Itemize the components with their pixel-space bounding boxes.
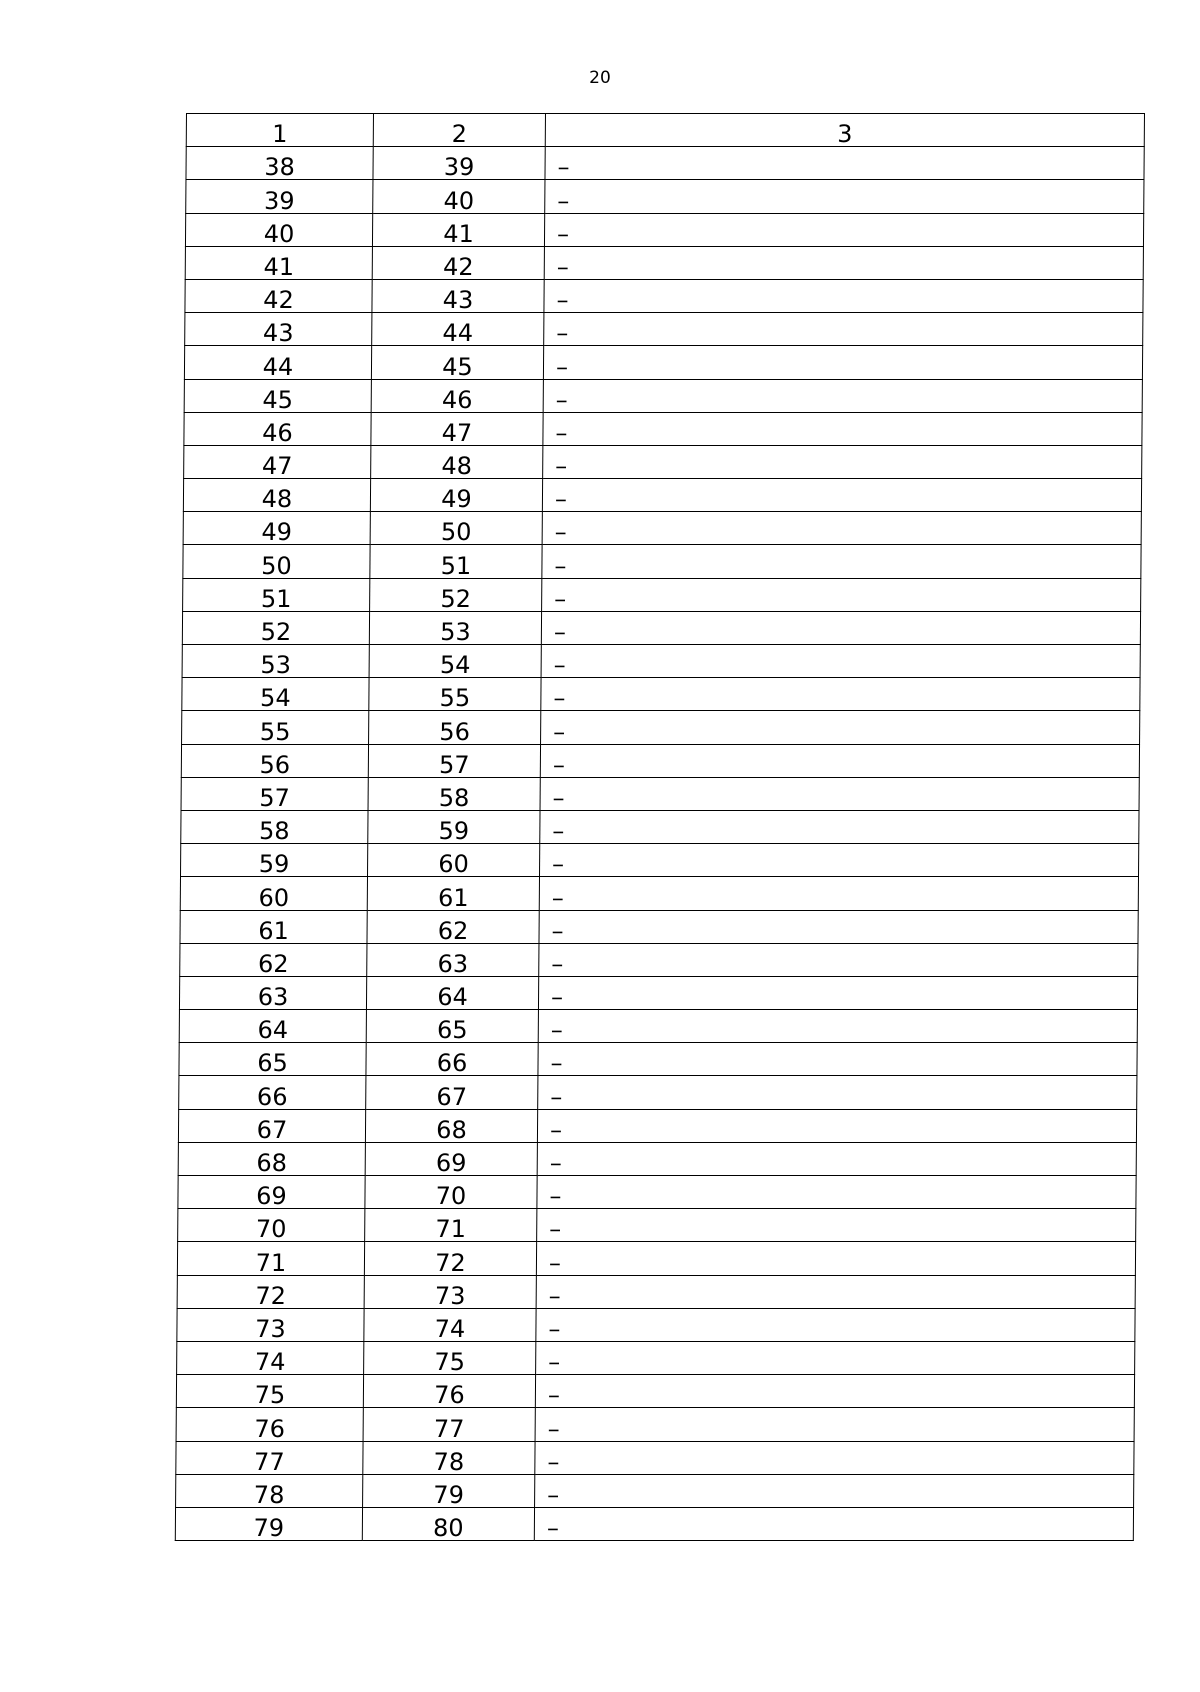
table-cell-col-1: 61 [180,910,367,943]
table-row [180,910,1138,943]
table-cell-col-1: 51 [183,578,370,611]
table-row [184,379,1142,412]
table-row [182,711,1140,744]
table-cell-col-1: 77 [176,1441,363,1474]
table-cell-col-1: 53 [182,645,369,678]
table-row [182,645,1140,678]
table-cell-col-1: 38 [186,147,373,180]
table-cell-col-1: 44 [184,346,371,379]
table-cell-col-3: – [541,711,1140,744]
table-cell-col-2: 71 [365,1209,537,1242]
table-cell-col-3: – [538,1043,1137,1076]
table-cell-col-2: 65 [366,1010,538,1043]
table-cell-col-2: 76 [363,1375,535,1408]
table-cell-col-3: – [543,379,1142,412]
table-cell-col-2: 54 [369,645,541,678]
table-row [181,777,1139,810]
table-cell-col-1: 46 [184,412,371,445]
table-row [176,1408,1134,1441]
table-row [184,412,1142,445]
table-cell-col-3: – [537,1109,1136,1142]
table-cell-col-3: – [543,445,1142,478]
table-cell-col-1: 75 [176,1375,363,1408]
table-cell-col-2: 39 [373,147,545,180]
table-cell-col-3: – [534,1507,1133,1540]
table-row [186,147,1144,180]
table-cell-col-1: 74 [177,1341,364,1374]
table-row [180,943,1138,976]
table-cell-col-3: – [544,279,1143,312]
table-cell-col-1: 48 [183,479,370,512]
table-cell-col-3: – [544,213,1143,246]
table-cell-col-3: – [535,1375,1134,1408]
table-row [179,976,1137,1009]
table-cell-col-3: – [538,1010,1137,1043]
table-cell-col-2: 74 [364,1308,536,1341]
table-row [180,877,1138,910]
table-cell-col-2: 47 [371,412,543,445]
table-cell-col-1: 40 [185,213,372,246]
table-cell-col-2: 51 [370,545,542,578]
table-cell-col-1: 68 [178,1142,365,1175]
table-cell-col-1: 71 [177,1242,364,1275]
table-cell-col-3: – [537,1209,1136,1242]
table-cell-col-2: 48 [371,445,543,478]
table-cell-col-3: – [536,1308,1135,1341]
table-cell-col-3: – [535,1408,1134,1441]
table-row [185,313,1143,346]
table-cell-col-2: 63 [367,943,539,976]
table-cell-col-2: 40 [373,180,545,213]
table-cell-col-3: – [540,777,1139,810]
table-cell-col-2: 66 [366,1043,538,1076]
table-row [181,810,1139,843]
table-cell-col-1: 67 [178,1109,365,1142]
table-cell-col-3: – [542,545,1141,578]
table-row [175,1507,1133,1540]
table-cell-col-2: 64 [366,976,538,1009]
table-cell-col-2: 41 [372,213,544,246]
table-row [178,1109,1136,1142]
table-cell-col-3: – [539,943,1138,976]
table-header-row [186,114,1144,147]
table-cell-col-2: 68 [365,1109,537,1142]
table-cell-col-1: 52 [182,611,369,644]
table-cell-col-3: – [536,1275,1135,1308]
table-cell-col-2: 50 [370,512,542,545]
table-cell-col-2: 78 [363,1441,535,1474]
table-cell-col-2: 80 [362,1507,534,1540]
table-cell-col-3: – [536,1341,1135,1374]
table-cell-col-2: 75 [364,1341,536,1374]
table-cell-col-2: 62 [367,910,539,943]
table-cell-col-2: 45 [371,346,543,379]
table-row [179,1010,1137,1043]
table-cell-col-2: 60 [368,844,540,877]
table-cell-col-1: 62 [180,943,367,976]
table-cell-col-2: 46 [371,379,543,412]
table-cell-col-2: 61 [367,877,539,910]
table-cell-col-1: 58 [181,810,368,843]
table-cell-col-2: 59 [368,810,540,843]
page-number: 20 [589,68,611,88]
table-cell-col-1: 49 [183,512,370,545]
table-cell-col-3: – [538,1076,1137,1109]
table-cell-col-3: – [536,1242,1135,1275]
table-cell-col-1: 45 [184,379,371,412]
table-cell-col-3: – [545,147,1144,180]
table-cell-col-1: 56 [181,744,368,777]
column-header-2: 2 [373,114,545,147]
table-cell-col-3: – [540,744,1139,777]
table-cell-col-2: 42 [372,246,544,279]
table-cell-col-1: 59 [181,844,368,877]
table-row [183,578,1141,611]
table-cell-col-3: – [540,844,1139,877]
table-cell-col-2: 77 [363,1408,535,1441]
table-cell-col-3: – [543,412,1142,445]
table-row [182,611,1140,644]
table-row [185,246,1143,279]
table-cell-col-1: 42 [185,279,372,312]
table-cell-col-1: 70 [178,1209,365,1242]
table-cell-col-1: 65 [179,1043,366,1076]
table-row [181,744,1139,777]
table-row [177,1242,1135,1275]
table-cell-col-3: – [537,1142,1136,1175]
table-cell-col-1: 54 [182,678,369,711]
table-cell-col-1: 47 [184,445,371,478]
column-header-3: 3 [545,114,1144,147]
table-cell-col-2: 58 [368,777,540,810]
table-cell-col-3: – [535,1441,1134,1474]
table-row [185,279,1143,312]
table-cell-col-1: 76 [176,1408,363,1441]
table-row [176,1375,1134,1408]
table-cell-col-1: 79 [175,1507,362,1540]
table-row [177,1341,1135,1374]
table-cell-col-2: 69 [365,1142,537,1175]
table-row [183,512,1141,545]
table-row [178,1209,1136,1242]
table-cell-col-1: 60 [180,877,367,910]
table-cell-col-3: – [541,645,1140,678]
table-cell-col-2: 79 [363,1474,535,1507]
table-cell-col-1: 55 [182,711,369,744]
column-header-1: 1 [186,114,373,147]
table-cell-col-3: – [542,479,1141,512]
table-cell-col-1: 57 [181,777,368,810]
table-cell-col-1: 78 [176,1474,363,1507]
table-cell-col-3: – [540,810,1139,843]
table-row [181,844,1139,877]
table-cell-col-2: 44 [372,313,544,346]
table-row [178,1142,1136,1175]
table-cell-col-3: – [542,578,1141,611]
table-cell-col-3: – [539,910,1138,943]
table-cell-col-1: 39 [186,180,373,213]
table-cell-col-3: – [545,180,1144,213]
table-cell-col-2: 52 [370,578,542,611]
table-cell-col-3: – [541,611,1140,644]
table-cell-col-2: 49 [370,479,542,512]
table-cell-col-1: 72 [177,1275,364,1308]
table-cell-col-2: 53 [369,611,541,644]
table-cell-col-3: – [541,678,1140,711]
table-row [186,180,1144,213]
table-row [183,479,1141,512]
table-row [177,1275,1135,1308]
table-cell-col-3: – [535,1474,1134,1507]
table-cell-col-1: 41 [185,246,372,279]
table-row [184,346,1142,379]
table-cell-col-3: – [539,877,1138,910]
table-row [179,1076,1137,1109]
table-cell-col-3: – [538,976,1137,1009]
table-cell-col-3: – [544,313,1143,346]
table-row [184,445,1142,478]
table-body [175,114,1144,1541]
table-row [179,1043,1137,1076]
data-table [175,113,1145,1541]
table-cell-col-1: 63 [179,976,366,1009]
table-row [182,678,1140,711]
table-cell-col-1: 73 [177,1308,364,1341]
table-cell-col-1: 69 [178,1176,365,1209]
table-cell-col-2: 70 [365,1176,537,1209]
table-cell-col-3: – [542,512,1141,545]
table-cell-col-3: – [543,346,1142,379]
table-row [183,545,1141,578]
table-cell-col-1: 66 [179,1076,366,1109]
table-row [176,1474,1134,1507]
table-row [176,1441,1134,1474]
table-cell-col-1: 50 [183,545,370,578]
table-cell-col-2: 57 [368,744,540,777]
table-row [185,213,1143,246]
table-cell-col-2: 56 [369,711,541,744]
table-cell-col-2: 73 [364,1275,536,1308]
table-cell-col-2: 43 [372,279,544,312]
table-row [177,1308,1135,1341]
table-cell-col-2: 55 [369,678,541,711]
table-cell-col-1: 64 [179,1010,366,1043]
table-row [178,1176,1136,1209]
table-cell-col-3: – [537,1176,1136,1209]
table-cell-col-2: 72 [364,1242,536,1275]
table-cell-col-1: 43 [185,313,372,346]
table-cell-col-2: 67 [366,1076,538,1109]
table-cell-col-3: – [544,246,1143,279]
